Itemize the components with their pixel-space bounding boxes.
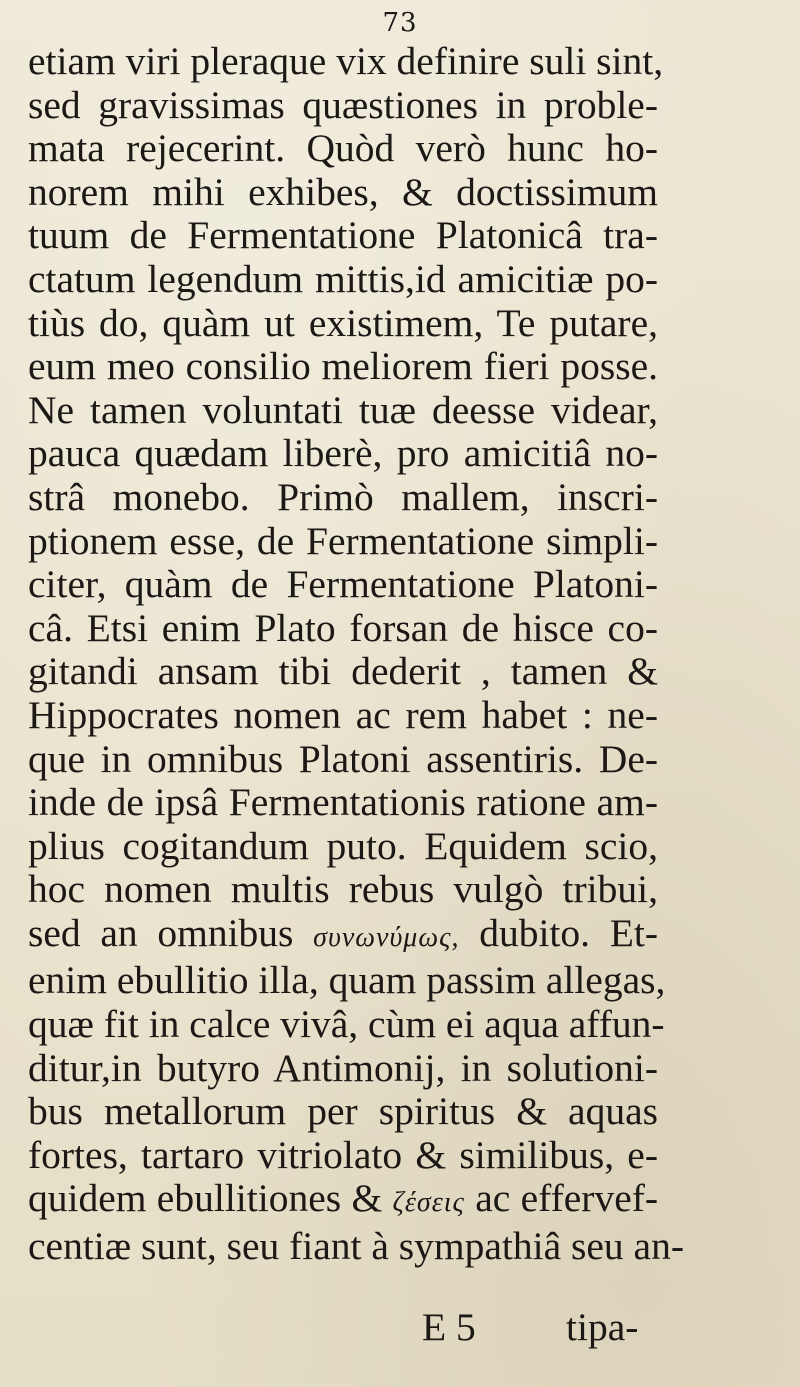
text-segment: quidem ebullitiones & <box>28 1176 383 1221</box>
catchword: tipa- <box>566 1305 639 1349</box>
text-segment: dubito. Et- <box>479 910 658 955</box>
text-line: Ne tamen voluntati tuæ deesse videar, <box>28 387 658 432</box>
text-line: norem mihi exhibes, & doctissimum <box>28 169 658 214</box>
text-line: ctatum legendum mittis,id amicitiæ po- <box>28 256 658 301</box>
text-line: mata rejecerint. Quòd verò hunc ho- <box>28 126 658 171</box>
body-text <box>28 40 768 1269</box>
text-line: bus metallorum per spiritus & aquas <box>28 1089 658 1134</box>
text-segment: sed an omnibus <box>28 910 294 955</box>
page-footer <box>0 1304 800 1348</box>
greek-word: ζέσεις <box>392 1187 465 1219</box>
text-line: enim ebullitio illa, quam passim allegas, <box>28 958 666 1003</box>
greek-word: συνωνύμως, <box>313 921 460 953</box>
text-line: ptionem esse, de Fermentatione simpli- <box>28 518 658 563</box>
text-line: Hippocrates nomen ac rem habet : ne- <box>28 692 658 737</box>
text-line: gitandi ansam tibi dederit , tamen & <box>28 649 658 694</box>
text-line: fortes, tartaro vitriolato & similibus, e- <box>28 1132 658 1177</box>
text-line: centiæ sunt, seu fiant à sympathiâ seu an- <box>28 1224 684 1269</box>
text-line: citer, quàm de Fermentatione Platoni- <box>28 562 658 607</box>
text-line: eum meo consilio meliorem fieri posse. <box>28 344 658 389</box>
text-line-with-greek <box>28 1177 658 1225</box>
text-line: câ. Etsi enim Plato forsan de hisce co- <box>28 605 658 650</box>
text-line: tiùs do, quàm ut existimem, Te putare, <box>28 300 658 345</box>
text-line: strâ monebo. Primò mallem, inscri- <box>28 474 658 519</box>
text-line: que in omnibus Platoni assentiris. De- <box>28 736 658 781</box>
text-line: tuum de Fermentatione Platonicâ tra- <box>28 213 658 258</box>
signature-mark: E 5 <box>422 1305 476 1349</box>
text-line: etiam viri pleraque vix definire suli sint, <box>28 39 664 83</box>
page-number: 73 <box>382 8 418 38</box>
text-line: pauca quædam liberè, pro amicitiâ no- <box>28 431 658 476</box>
text-line: inde de ipsâ Fermentationis ratione am- <box>28 780 658 825</box>
text-line: hoc nomen multis rebus vulgò tribui, <box>28 867 658 912</box>
text-line: ditur,in butyro Antimonij, in solutioni- <box>28 1045 658 1090</box>
text-segment: ac effervef- <box>475 1176 659 1221</box>
text-line: quæ fit in calce vivâ, cùm ei aqua affun- <box>28 1002 665 1047</box>
text-line: sed gravissimas quæstiones in proble- <box>28 82 658 127</box>
text-line: plius cogitandum puto. Equidem scio, <box>28 823 658 868</box>
text-line-with-greek <box>28 912 658 960</box>
